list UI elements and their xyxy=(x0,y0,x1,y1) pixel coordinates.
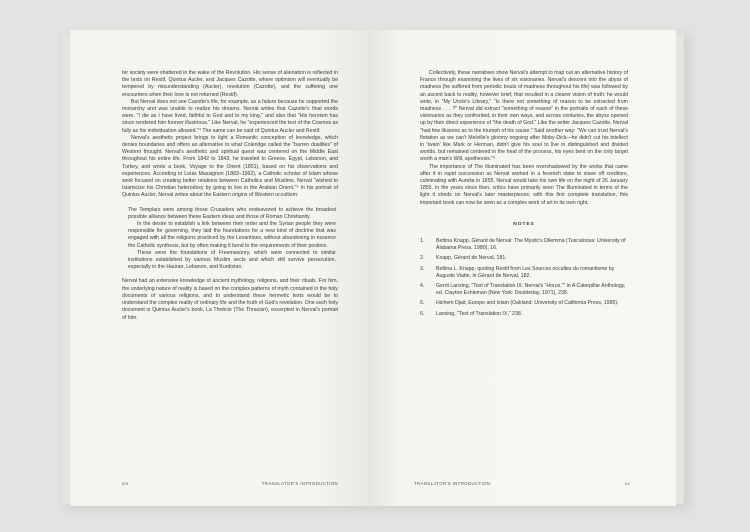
body-paragraph: But Nerval does not see Cazotte's life, for example, as a failure because he supported the monarchy and was unable to realize his dreams. Nerval writes that Cazotte's final words were, "I die as I have lived, faithful to God and to my king," and also that "His heroism has since rendered him forever illustrious." Like Nerval, he "experienced the text of the Cosmos as fully as his individuation allowed."⁴ The same can be said of Quintus Aucler and Restif. xyxy=(122,98,338,134)
note-number: 4. xyxy=(420,283,425,290)
running-head-right: TRANSLATOR'S INTRODUCTION xyxy=(414,481,491,486)
left-page xyxy=(70,30,368,506)
left-page-body xyxy=(122,70,338,322)
note-text: Bettina Knapp, Gérard de Nerval: The Mystic's Dilemma (Tuscaloosa: University of Alabama Press, 1980), 16. xyxy=(436,238,626,252)
right-page-body xyxy=(420,70,628,321)
quote-paragraph: The Templars were among those Crusaders who endeavored to achieve the broadest possible alliance between these Eastern ideas and those of Roman Christianity. xyxy=(128,206,336,220)
right-page xyxy=(368,30,676,506)
note-item xyxy=(420,283,628,297)
body-paragraph: Nerval had an extensive knowledge of ancient mythology, religions, and their rituals. For him, the underlying nature of reality is based on the complex patterns of myth contained in the holy documents of various religions, and to understand these hermetic texts would be to understand the complex reality of ordinary life and the truth of God's revelation. One such holy document is Quintus Aucler's book, La Thréicie (The Thracian), excerpted in Nerval's portrait of him. xyxy=(122,278,338,321)
note-number: 2. xyxy=(420,255,425,262)
page-edges-left xyxy=(62,34,70,504)
body-paragraph: Nerval's aesthetic project brings to light a Romantic conception of knowledge, which denies boundaries and offers an alternative to what Coleridge called the "barren dualities" of Western thought. Nerval's aesthetic and spiritual quest was centered on the Middle East throughout his entire life. From 1842 to 1843, he traveled to Greece, Egypt, Lebanon, and Turkey, and wrote a book, Voyage to the Orient (1851), based on his observations and experiences. According to Louis Massignon (1883–1962), a Catholic scholar of Islam whose work focused on creating better relations between Catholics and Muslims, Nerval "wished to Islamicize his Christian heterodoxy by going to live in the Arabian Orient."⁵ In his portrait of Quintus Aucler, Nerval writes about the Eastern origins of Western occultism: xyxy=(122,134,338,199)
note-text: Bettina L. Knapp, quoting Restif from Les Sources occultes du romantisme by Auguste Viatte, in Gérard de Nerval, 182. xyxy=(436,265,615,279)
note-item xyxy=(420,255,628,262)
open-book xyxy=(62,30,684,506)
folio-right: xv xyxy=(624,481,630,486)
note-item xyxy=(420,238,628,252)
body-paragraph: The importance of The Illuminated has been overshadowed by the works that came after it in rapid succession as Nerval worked in a feverish state to stave off creditors, culminating with Aurelia in 1855. Nerval would take his own life on the night of 26 January 1855. In the years since then, critics have primarily seen The Illuminated in terms of the light it sheds on Nerval's later masterpieces; with this first complete translation, this important book can now be seen as a complex work of art in its own right. xyxy=(420,163,628,206)
quote-paragraph: In the desire to establish a link between their order and the Syrian people they were responsible for governing, they laid the foundations for a new kind of doctrine that was engaged with all the religions practiced by the Levantines, without abandoning in essence the Catholic synthesis, but by often making it bend to the requirements of their position. xyxy=(128,221,336,249)
note-text: Hichem Djait, Europe and Islam (Oakland: University of California Press, 1985). xyxy=(436,300,619,307)
page-edges-right xyxy=(676,34,684,504)
block-quote xyxy=(128,207,336,272)
note-number: 5. xyxy=(420,300,425,307)
note-item xyxy=(420,311,628,318)
note-text: Lansing, "Test of Translation IX," 238. xyxy=(436,310,523,317)
note-number: 1. xyxy=(420,238,425,245)
note-number: 6. xyxy=(420,310,425,317)
note-item xyxy=(420,266,628,280)
running-head-left: TRANSLATOR'S INTRODUCTION xyxy=(261,481,338,486)
folio-left: xiv xyxy=(122,481,129,486)
notes-heading: NOTES xyxy=(513,221,535,227)
body-paragraph: ter society were shattered in the wake of the Revolution. His sense of alienation is reflected in the texts on Restif, Quintus Aucler, and Jacques Cazotte, where optimism will eventually be tempered by misunderstanding (Aucler), revolution (Cazotte), and the suffering one encounters when their love is not returned (Restif). xyxy=(122,70,338,98)
note-number: 3. xyxy=(420,265,425,272)
note-text: Knapp, Gérard de Nerval, 181. xyxy=(436,255,507,262)
body-paragraph: Collectively, these narratives show Nerval's attempt to map out an alternative history of France through examining the lives of six visionaries. Nerval's descent into the abyss of madness (he suffered from periodic bouts of madness throughout his life) was followed by an ascent back to reality, however brief, that resulted in a clearer vision of truth: he would write, in "My Uncle's Library," "Is there not something of reason to be extracted from madness . . . ?" Nerval did extract "something of reason" in the portraits of each of these visionaries as they confronted, in their own ways, and across centuries, the abyss opened up by their direct experience of "the death of God." Like the writer Jacques Cazotte, Nerval "had few illusions as to the triumph of his cause." Said another way: "We can trust Nerval's flotation as we can't Melville's gloomy ongoing after Moby-Dick—he didn't cut his intellect in 'twain' like Mark or Herman, didn't give his soul to live in distinguished and divided worlds, but remained centered in the heat of the process, his eyes bent on the only target worth a man's Will, apotheosis."⁶ xyxy=(420,70,628,163)
note-text: Gerrit Lansing, "Test of Translation IX: Nerval's “Horus,”" in A Caterpillar Anthology, ed. Clayton Eshleman (New York: Doubleday, 1971), 238. xyxy=(436,283,626,297)
quote-paragraph: These were the foundations of Freemasonry, which were connected to similar institutions established by various Muslim sects and which still survive persecution, especially in the Hauran, Lebanon, and Kurdistan. xyxy=(128,249,336,271)
note-item xyxy=(420,300,628,307)
